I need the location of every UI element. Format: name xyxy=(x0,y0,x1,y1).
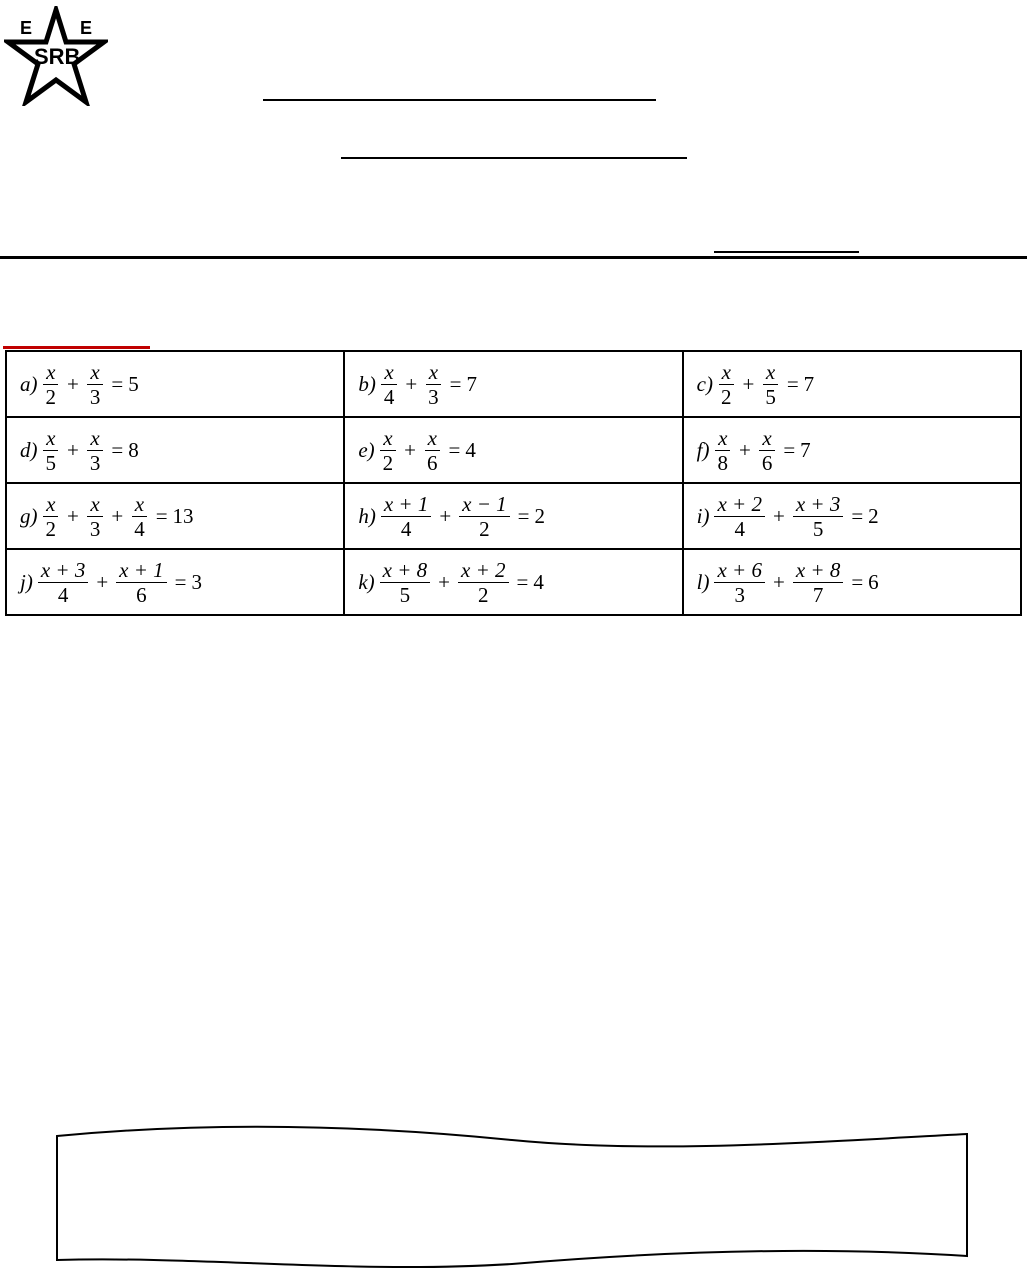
fraction xyxy=(424,426,441,475)
exercise-label: h) xyxy=(358,503,376,528)
fraction xyxy=(459,492,510,541)
plus-sign: + xyxy=(738,437,751,462)
exercise-label: k) xyxy=(358,569,375,594)
exercise-label: f) xyxy=(696,437,710,462)
equation-result: 2 xyxy=(534,503,546,528)
equation xyxy=(20,360,139,409)
fraction xyxy=(43,426,60,475)
fraction-numerator: x xyxy=(380,426,395,451)
exercise-cell xyxy=(6,549,344,615)
fraction-denominator: 2 xyxy=(720,384,732,409)
plus-sign: + xyxy=(111,503,124,528)
equals-sign: = xyxy=(155,503,168,528)
fraction xyxy=(381,492,432,541)
fraction-denominator: 2 xyxy=(45,384,56,409)
equation-result: 4 xyxy=(533,569,544,594)
fraction-numerator: x + 1 xyxy=(116,558,167,583)
fraction-denominator: 4 xyxy=(734,516,745,541)
class-blank-line xyxy=(341,157,687,159)
fraction-denominator: 2 xyxy=(479,516,490,541)
equation xyxy=(697,426,811,475)
exercise-cell xyxy=(6,351,344,417)
fraction-numerator: x xyxy=(87,426,102,451)
exercise-cell xyxy=(344,549,682,615)
equation-result: 7 xyxy=(803,371,815,396)
fraction-denominator: 3 xyxy=(428,384,439,409)
plus-sign: + xyxy=(438,569,450,594)
fraction-denominator: 5 xyxy=(399,582,411,607)
fraction-numerator: x xyxy=(719,360,734,385)
table-row xyxy=(6,351,1021,417)
plus-sign: + xyxy=(67,437,79,462)
fraction xyxy=(759,426,776,475)
plus-sign: + xyxy=(404,437,416,462)
equation xyxy=(358,492,545,541)
fraction-denominator: 4 xyxy=(57,582,69,607)
table-row xyxy=(6,549,1021,615)
table-row xyxy=(6,417,1021,483)
fraction-denominator: 2 xyxy=(45,516,56,541)
fraction-numerator: x + 8 xyxy=(793,558,844,583)
equation-result: 3 xyxy=(191,569,203,594)
fraction-denominator: 2 xyxy=(382,450,394,475)
equals-sign: = xyxy=(516,569,529,594)
fraction xyxy=(87,426,104,475)
exercise-label: i) xyxy=(696,503,710,528)
fraction xyxy=(87,360,104,409)
fraction-denominator: 5 xyxy=(812,516,824,541)
fraction xyxy=(43,360,60,409)
plus-sign: + xyxy=(772,569,785,594)
exercise-label: g) xyxy=(20,503,38,528)
equals-sign: = xyxy=(174,569,187,594)
fraction xyxy=(714,558,765,607)
equals-sign: = xyxy=(449,371,462,396)
equations-table xyxy=(5,350,1022,616)
equals-sign: = xyxy=(111,437,124,462)
logo-letter-right: E xyxy=(80,18,93,38)
fraction-denominator: 4 xyxy=(400,516,412,541)
equals-sign: = xyxy=(851,503,864,528)
fraction-numerator: x xyxy=(87,360,102,385)
equation-result: 13 xyxy=(172,503,194,528)
fraction-numerator: x xyxy=(763,360,778,385)
equation xyxy=(20,426,139,475)
exercise-label: l) xyxy=(696,569,710,594)
exercise-label: d) xyxy=(20,437,38,462)
fraction xyxy=(762,360,779,409)
fraction-numerator: x + 8 xyxy=(380,558,431,583)
fraction xyxy=(718,360,735,409)
plus-sign: + xyxy=(405,371,418,396)
equation xyxy=(20,558,202,607)
fraction xyxy=(714,426,731,475)
equals-sign: = xyxy=(851,569,864,594)
exercise-cell xyxy=(683,417,1021,483)
fraction-denominator: 5 xyxy=(45,450,56,475)
equation xyxy=(358,558,544,607)
fraction-numerator: x xyxy=(43,360,58,385)
fraction-numerator: x + 2 xyxy=(458,558,509,583)
exercise-label: a) xyxy=(20,371,38,396)
equals-sign: = xyxy=(783,437,796,462)
exercise-label: c) xyxy=(696,371,713,396)
equals-sign: = xyxy=(786,371,799,396)
fraction xyxy=(380,558,431,607)
fraction xyxy=(380,426,397,475)
equation-result: 7 xyxy=(800,437,811,462)
exercise-cell xyxy=(683,483,1021,549)
fraction xyxy=(793,558,844,607)
equation xyxy=(697,492,879,541)
fraction xyxy=(131,492,148,541)
fraction-numerator: x − 1 xyxy=(459,492,510,517)
plus-sign: + xyxy=(96,569,109,594)
section-underline xyxy=(3,346,150,349)
equation-result: 7 xyxy=(466,371,478,396)
exercise-label: b) xyxy=(358,371,376,396)
equals-sign: = xyxy=(448,437,461,462)
equation-result: 5 xyxy=(128,371,139,396)
fraction-denominator: 6 xyxy=(136,582,147,607)
fraction-denominator: 5 xyxy=(765,384,776,409)
fraction xyxy=(38,558,89,607)
fraction-numerator: x xyxy=(381,360,396,385)
name-blank-line xyxy=(263,99,656,101)
fraction-denominator: 6 xyxy=(761,450,773,475)
equation xyxy=(358,426,476,475)
plus-sign: + xyxy=(67,503,79,528)
exercise-label: j) xyxy=(20,569,33,594)
fraction-numerator: x + 3 xyxy=(38,558,89,583)
plus-sign: + xyxy=(439,503,452,528)
fraction-denominator: 7 xyxy=(812,582,824,607)
header-divider xyxy=(0,256,1027,259)
exercise-cell xyxy=(683,351,1021,417)
fraction xyxy=(425,360,442,409)
fraction xyxy=(458,558,509,607)
date-blank-line xyxy=(714,251,859,253)
logo-letter-left: E xyxy=(20,18,33,38)
fraction-numerator: x xyxy=(43,426,58,451)
exercise-cell xyxy=(344,351,682,417)
fraction-numerator: x xyxy=(132,492,147,517)
equation-result: 6 xyxy=(868,569,879,594)
fraction-denominator: 3 xyxy=(89,384,101,409)
fraction-denominator: 6 xyxy=(427,450,438,475)
fraction-numerator: x + 3 xyxy=(793,492,844,517)
fraction-denominator: 3 xyxy=(89,450,101,475)
fraction xyxy=(714,492,765,541)
fraction-numerator: x xyxy=(43,492,58,517)
fraction-denominator: 2 xyxy=(478,582,489,607)
equation xyxy=(20,492,194,541)
equation xyxy=(358,360,477,409)
fraction-numerator: x xyxy=(87,492,102,517)
wavy-banner xyxy=(54,1124,970,1270)
fraction-numerator: x + 1 xyxy=(381,492,432,517)
fraction-denominator: 4 xyxy=(383,384,395,409)
fraction-numerator: x + 6 xyxy=(714,558,765,583)
plus-sign: + xyxy=(742,371,755,396)
plus-sign: + xyxy=(772,503,785,528)
plus-sign: + xyxy=(67,371,79,396)
fraction xyxy=(793,492,844,541)
equation-result: 2 xyxy=(868,503,879,528)
exercise-cell xyxy=(344,483,682,549)
exercise-cell xyxy=(6,483,344,549)
exercise-label: e) xyxy=(358,437,375,462)
exercise-cell xyxy=(683,549,1021,615)
fraction-denominator: 3 xyxy=(734,582,745,607)
exercise-cell xyxy=(344,417,682,483)
exercise-cell xyxy=(6,417,344,483)
fraction xyxy=(381,360,398,409)
logo-initials: SRB xyxy=(34,44,81,69)
fraction-numerator: x xyxy=(425,426,440,451)
equation-result: 8 xyxy=(128,437,139,462)
fraction-denominator: 8 xyxy=(717,450,728,475)
equation-result: 4 xyxy=(465,437,476,462)
fraction-numerator: x xyxy=(426,360,441,385)
fraction xyxy=(43,492,60,541)
fraction-denominator: 3 xyxy=(89,516,101,541)
equation xyxy=(697,360,815,409)
fraction-numerator: x xyxy=(759,426,774,451)
equation xyxy=(697,558,879,607)
school-logo xyxy=(4,6,108,106)
fraction-numerator: x + 2 xyxy=(714,492,765,517)
table-row xyxy=(6,483,1021,549)
equals-sign: = xyxy=(517,503,530,528)
fraction-denominator: 4 xyxy=(134,516,145,541)
fraction xyxy=(116,558,167,607)
equals-sign: = xyxy=(111,371,124,396)
fraction xyxy=(87,492,104,541)
fraction-numerator: x xyxy=(715,426,730,451)
